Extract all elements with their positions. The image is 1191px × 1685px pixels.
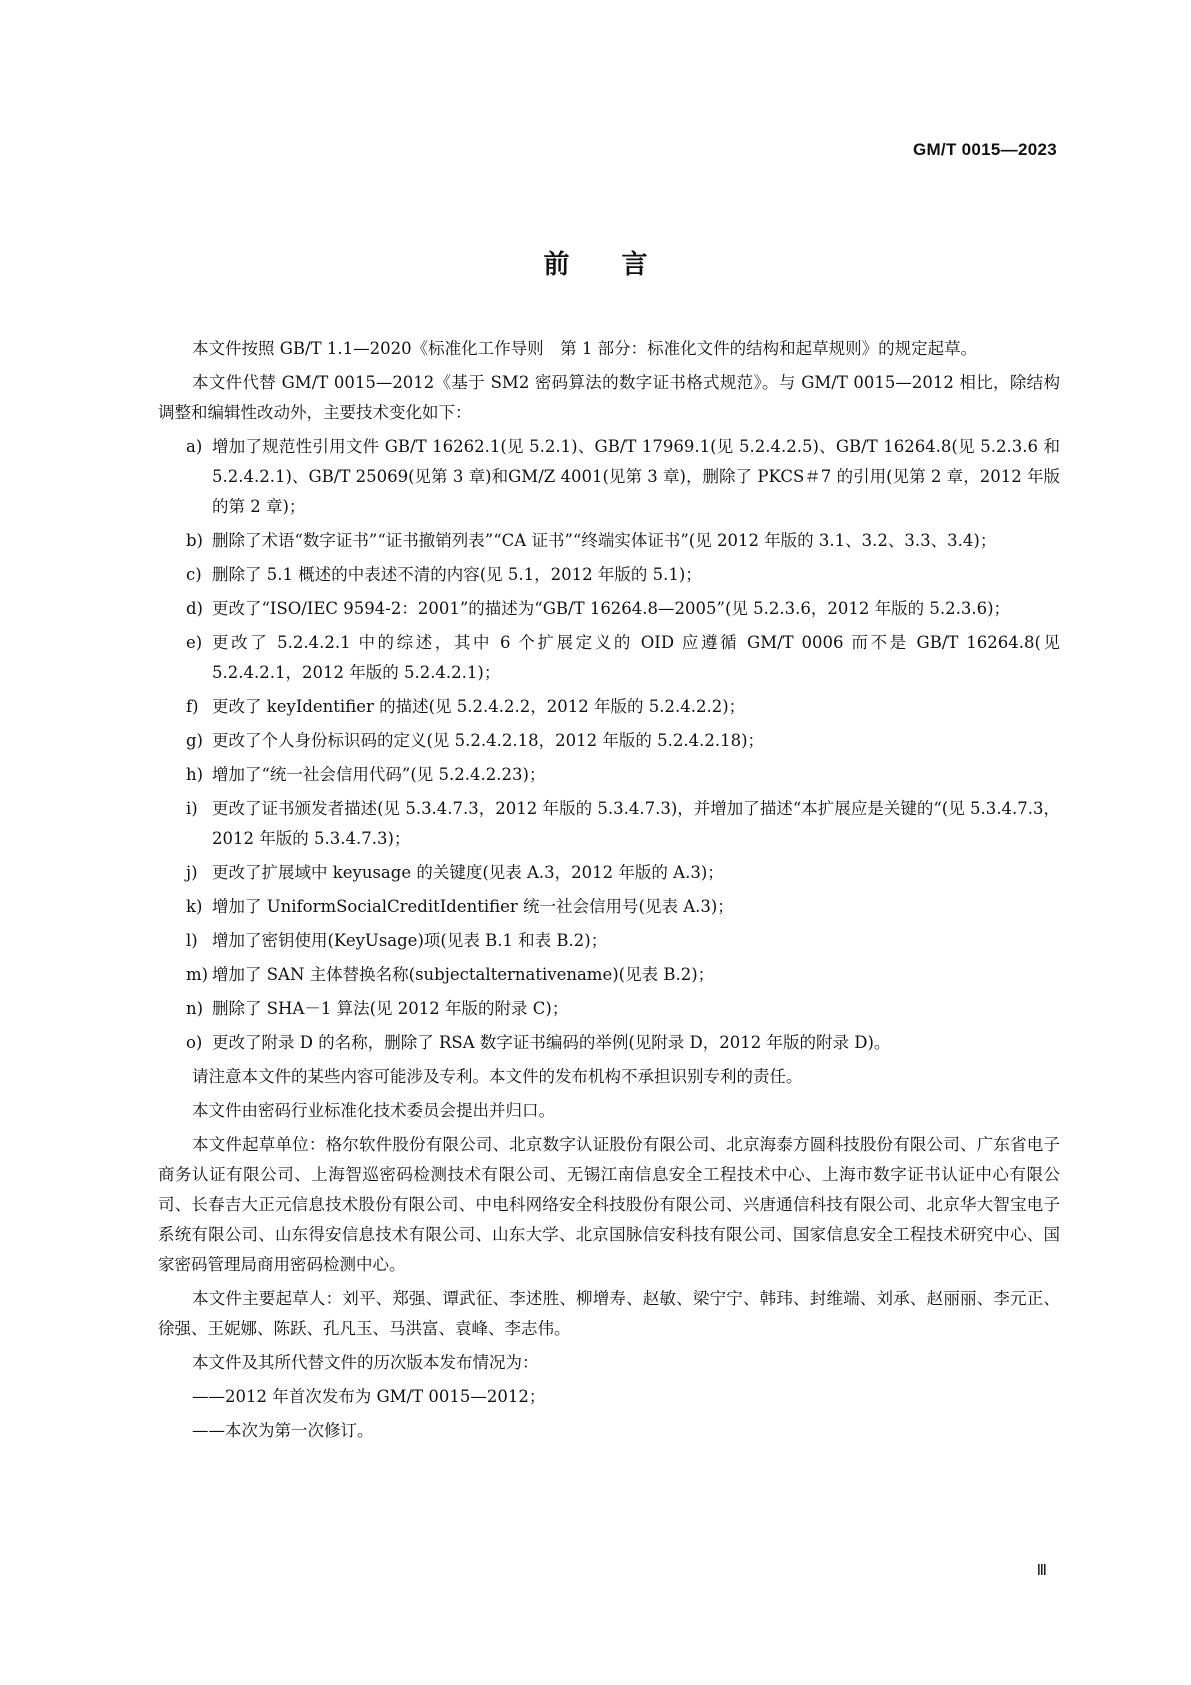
changes-list	[158, 432, 1060, 1058]
list-item-text: 更改了“ISO/IEC 9594-2：2001”的描述为“GB/T 16264.8—2005”(见 5.2.3.6，2012 年版的 5.2.3.6)；	[212, 599, 1011, 618]
list-marker: n)	[186, 999, 204, 1018]
list-marker: j)	[186, 863, 198, 882]
list-item	[158, 858, 1060, 888]
intro-paragraph-1: 本文件按照 GB/T 1.1—2020《标准化工作导则 第 1 部分：标准化文件的结构和起草规则》的规定起草。	[192, 339, 978, 358]
list-item-text: 更改了证书颁发者描述(见 5.3.4.7.3，2012 年版的 5.3.4.7.3)，并增加了描述“本扩展应是关键的“(见 5.3.4.7.3，2012 年版的 5.3.4.7.3)；	[212, 799, 1060, 848]
list-marker: o)	[186, 1033, 203, 1052]
list-marker: i)	[186, 799, 198, 818]
history-item: ——2012 年首次发布为 GM/T 0015—2012；	[192, 1387, 546, 1406]
list-item-text: 删除了 5.1 概述的中表述不清的内容(见 5.1，2012 年版的 5.1)；	[212, 565, 702, 584]
list-marker: m)	[186, 965, 209, 984]
title-char-2: 言	[621, 250, 648, 280]
list-marker: c)	[186, 565, 202, 584]
list-item-text: 更改了 keyIdentifier 的描述(见 5.2.4.2.2，2012 年版的 5.2.4.2.2)；	[212, 697, 746, 716]
list-marker: b)	[186, 531, 203, 550]
list-item	[158, 628, 1060, 688]
list-item-text: 更改了扩展域中 keyusage 的关键度(见表 A.3，2012 年版的 A.3)；	[212, 863, 724, 882]
patent-notice: 请注意本文件的某些内容可能涉及专利。本文件的发布机构不承担识别专利的责任。	[192, 1067, 803, 1086]
list-marker: d)	[186, 599, 203, 618]
list-marker: g)	[186, 731, 203, 750]
drafting-units: 本文件起草单位：格尔软件股份有限公司、北京数字认证股份有限公司、北京海泰方圆科技股份有限公司、广东省电子商务认证有限公司、上海智巡密码检测技术有限公司、无锡江南信息安全工程技术中心、上海市数字证书认证中心有限公司、长春吉大正元信息技术股份有限公司、中电科网络安全科技股份有限公司、兴唐通信科技有限公司、北京华大智宝电子系统有限公司、山东得安信息技术有限公司、山东大学、北京国脉信安科技有限公司、国家信息安全工程技术研究中心、国家密码管理局商用密码检测中心。	[158, 1135, 1060, 1274]
list-item-text: 增加了 SAN 主体替换名称(subjectalternativename)(见表 B.2)；	[212, 965, 715, 984]
history-item: ——本次为第一次修订。	[192, 1421, 374, 1440]
list-marker: e)	[186, 633, 203, 652]
drafters: 本文件主要起草人：刘平、郑强、谭武征、李述胜、柳增寿、赵敏、梁宁宁、韩玮、封维端、刘承、赵丽丽、李元正、徐强、王妮娜、陈跃、孔凡玉、马洪富、袁峰、李志伟。	[158, 1289, 1060, 1338]
list-item	[158, 892, 1060, 922]
list-item-text: 增加了“统一社会信用代码”(见 5.2.4.2.23)；	[212, 765, 546, 784]
document-code: GM/T 0015—2023	[912, 140, 1057, 159]
list-item	[158, 726, 1060, 756]
list-item-text: 增加了密钥使用(KeyUsage)项(见表 B.1 和表 B.2)；	[212, 931, 608, 950]
list-marker: f)	[186, 697, 199, 716]
list-marker: a)	[186, 437, 203, 456]
list-item-text: 更改了个人身份标识码的定义(见 5.2.4.2.18，2012 年版的 5.2.4.2.18)；	[212, 731, 765, 750]
list-item-text: 增加了 UniformSocialCreditIdentifier 统一社会信用号(见表 A.3)；	[212, 897, 734, 916]
list-item	[158, 432, 1060, 522]
list-item	[158, 994, 1060, 1024]
list-item-text: 删除了 SHA－1 算法(见 2012 年版的附录 C)；	[212, 999, 569, 1018]
committee-statement: 本文件由密码行业标准化技术委员会提出并归口。	[192, 1101, 555, 1120]
list-item	[158, 760, 1060, 790]
history-intro: 本文件及其所代替文件的历次版本发布情况为：	[192, 1353, 539, 1372]
list-marker: l)	[186, 931, 198, 950]
page-title	[0, 244, 1191, 281]
list-item	[158, 794, 1060, 854]
list-item-text: 删除了术语“数字证书”“证书撤销列表”“CA 证书”“终端实体证书”(见 2012 年版的 3.1、3.2、3.3、3.4)；	[212, 531, 997, 550]
list-item	[158, 1028, 1060, 1058]
list-marker: k)	[186, 897, 203, 916]
list-item	[158, 692, 1060, 722]
list-item-text: 增加了规范性引用文件 GB/T 16262.1(见 5.2.1)、GB/T 17969.1(见 5.2.4.2.5)、GB/T 16264.8(见 5.2.3.6 和 5.2.4.2.1)、GB/T 25069(见第 3 章)和GM/Z 4001(见第 3 章)，删除了 PKCS＃7 的引用(见第 2 章，2012 年版的第 2 章)；	[212, 437, 1060, 516]
intro-paragraph-2: 本文件代替 GM/T 0015—2012《基于 SM2 密码算法的数字证书格式规范》。与 GM/T 0015—2012 相比，除结构调整和编辑性改动外，主要技术变化如下：	[158, 373, 1060, 422]
list-item	[158, 926, 1060, 956]
title-char-1: 前	[543, 250, 570, 280]
list-item	[158, 594, 1060, 624]
list-item	[158, 560, 1060, 590]
list-item	[158, 960, 1060, 990]
list-item-text: 更改了 5.2.4.2.1 中的综述，其中 6 个扩展定义的 OID 应遵循 GM/T 0006 而不是 GB/T 16264.8(见 5.2.4.2.1，2012 年版的 5.2.4.2.1)；	[212, 633, 1060, 682]
list-item-text: 更改了附录 D 的名称，删除了 RSA 数字证书编码的举例(见附录 D，2012 年版的附录 D)。	[212, 1033, 891, 1052]
foreword-body	[158, 334, 1060, 1450]
list-item	[158, 526, 1060, 556]
list-marker: h)	[186, 765, 204, 784]
page-number: Ⅲ	[1036, 1563, 1047, 1579]
